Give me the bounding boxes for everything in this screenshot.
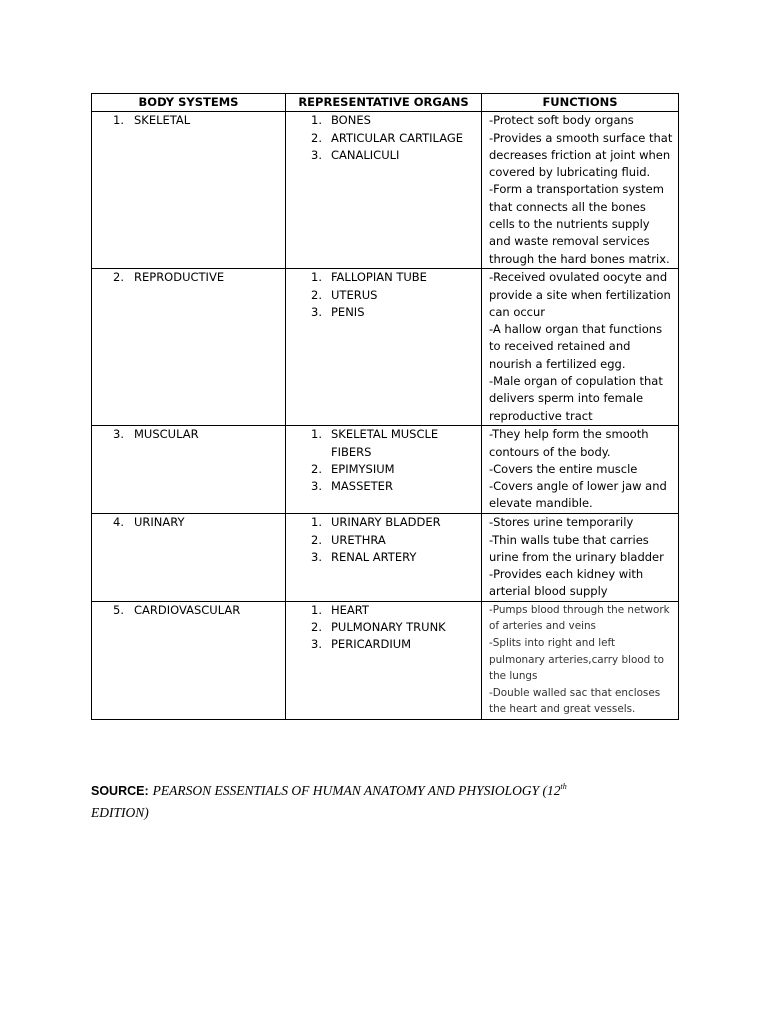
organ-list <box>286 112 481 164</box>
organ-number: 2. <box>311 532 322 547</box>
organ-list-item <box>286 287 481 304</box>
organ-name: UTERUS <box>331 287 378 302</box>
function-text: -Male organ of copulation that delivers sperm into female reproductive tract <box>489 374 663 423</box>
organ-number: 3. <box>311 479 322 494</box>
organ-list-item <box>286 532 481 549</box>
organ-name: MASSETER <box>331 479 393 494</box>
body-system-cell <box>92 601 286 719</box>
organ-number: 3. <box>311 549 322 564</box>
source-label: SOURCE: <box>91 784 149 798</box>
organ-list <box>286 269 481 321</box>
source-title-sup: th <box>560 782 567 791</box>
organ-name: URINARY BLADDER <box>331 515 441 530</box>
body-system-name: CARDIOVASCULAR <box>134 602 241 617</box>
organ-number: 1. <box>311 113 322 128</box>
body-system-item <box>92 112 285 129</box>
organ-number: 1. <box>311 270 322 285</box>
organ-list-item <box>286 514 481 531</box>
header-representative-organs: REPRESENTATIVE ORGANS <box>286 94 482 112</box>
organ-number: 3. <box>311 147 322 162</box>
organ-number: 1. <box>311 515 322 530</box>
organ-name: PERICARDIUM <box>331 637 412 652</box>
organ-name: CANALICULI <box>331 147 400 162</box>
organ-name: BONES <box>331 113 371 128</box>
organ-name: PENIS <box>331 304 365 319</box>
organ-number: 1. <box>311 427 322 442</box>
function-text: -Pumps blood through the network of arteries and veins <box>489 603 670 633</box>
source-title-end: EDITION) <box>91 805 149 820</box>
organ-number: 3. <box>311 637 322 652</box>
organ-list-item <box>286 426 481 461</box>
body-system-name: MUSCULAR <box>134 427 199 442</box>
body-system-name: SKELETAL <box>134 113 191 128</box>
organ-list-item <box>286 269 481 286</box>
body-system-number: 4. <box>113 515 124 530</box>
body-system-cell <box>92 269 286 426</box>
organ-name: FALLOPIAN TUBE <box>331 270 427 285</box>
organ-list-item <box>286 602 481 619</box>
function-text: -A hallow organ that functions to received retained and nourish a fertilized egg. <box>489 322 663 371</box>
function-text: -Form a transportation system that connects all the bones cells to the nutrients supply and waste removal services through the hard bones matrix. <box>489 182 670 266</box>
body-system-number: 1. <box>113 113 124 128</box>
functions-cell <box>482 514 679 601</box>
table-row <box>92 514 679 601</box>
organ-list-item <box>286 461 481 478</box>
organ-list-item <box>286 130 481 147</box>
table-row <box>92 601 679 719</box>
function-text: -Covers the entire muscle <box>489 461 638 476</box>
organ-list-item <box>286 304 481 321</box>
body-systems-table <box>91 93 679 720</box>
function-text: -Thin walls tube that carries urine from the urinary bladder <box>489 532 664 564</box>
organ-list <box>286 602 481 654</box>
source-citation <box>91 776 691 823</box>
function-text: -Provides a smooth surface that decreases friction at joint when covered by lubricating fluid. <box>489 130 673 180</box>
header-body-systems: BODY SYSTEMS <box>92 94 286 112</box>
organ-list-item <box>286 549 481 566</box>
table-row <box>92 426 679 514</box>
table-row <box>92 112 679 269</box>
organ-name: EPIMYSIUM <box>331 461 395 476</box>
body-system-name: URINARY <box>134 515 185 530</box>
function-text: -Covers angle of lower jaw and elevate mandible. <box>489 479 667 511</box>
organ-list-item <box>286 636 481 653</box>
organs-cell <box>286 112 482 269</box>
organs-cell <box>286 601 482 719</box>
organ-list-item <box>286 112 481 129</box>
organ-name: PULMONARY TRUNK <box>331 620 446 635</box>
body-system-item <box>92 602 285 619</box>
body-system-number: 5. <box>113 602 124 617</box>
organ-number: 1. <box>311 602 322 617</box>
body-system-number: 3. <box>113 427 124 442</box>
organ-name: HEART <box>331 602 369 617</box>
body-system-cell <box>92 112 286 269</box>
functions-cell <box>482 112 679 269</box>
organ-number: 3. <box>311 304 322 319</box>
function-text: -Protect soft body organs <box>489 113 634 128</box>
organ-list-item <box>286 478 481 495</box>
function-text: -They help form the smooth contours of the body. <box>489 427 649 459</box>
organ-number: 2. <box>311 130 322 145</box>
body-system-number: 2. <box>113 270 124 285</box>
organ-name: RENAL ARTERY <box>331 549 417 564</box>
organ-list <box>286 426 481 495</box>
organ-list-item <box>286 147 481 164</box>
body-system-cell <box>92 514 286 601</box>
organ-list <box>286 514 481 566</box>
functions-cell <box>482 269 679 426</box>
function-text: -Received ovulated oocyte and provide a site when fertilization can occur <box>489 270 671 319</box>
organs-cell <box>286 426 482 514</box>
table-row <box>92 269 679 426</box>
source-title-main: PEARSON ESSENTIALS OF HUMAN ANATOMY AND PHYSIOLOGY (12 <box>152 783 561 798</box>
body-system-item <box>92 514 285 531</box>
organ-list-item <box>286 619 481 636</box>
function-text: -Provides each kidney with arterial blood supply <box>489 567 644 599</box>
source-title <box>91 783 567 820</box>
function-text: -Splits into right and left pulmonary arteries,carry blood to the lungs <box>489 636 665 683</box>
organs-cell <box>286 269 482 426</box>
organ-name: SKELETAL MUSCLE FIBERS <box>331 427 439 459</box>
functions-cell <box>482 426 679 514</box>
organ-number: 2. <box>311 461 322 476</box>
header-functions: FUNCTIONS <box>482 94 679 112</box>
body-system-item <box>92 269 285 286</box>
body-system-cell <box>92 426 286 514</box>
organ-name: ARTICULAR CARTILAGE <box>331 130 464 145</box>
table-header-row <box>92 94 679 112</box>
body-system-item <box>92 426 285 443</box>
organ-number: 2. <box>311 620 322 635</box>
functions-cell <box>482 601 679 719</box>
organs-cell <box>286 514 482 601</box>
organ-number: 2. <box>311 287 322 302</box>
function-text: -Double walled sac that encloses the heart and great vessels. <box>489 686 661 716</box>
organ-name: URETHRA <box>331 532 386 547</box>
function-text: -Stores urine temporarily <box>489 515 634 530</box>
body-system-name: REPRODUCTIVE <box>134 270 225 285</box>
